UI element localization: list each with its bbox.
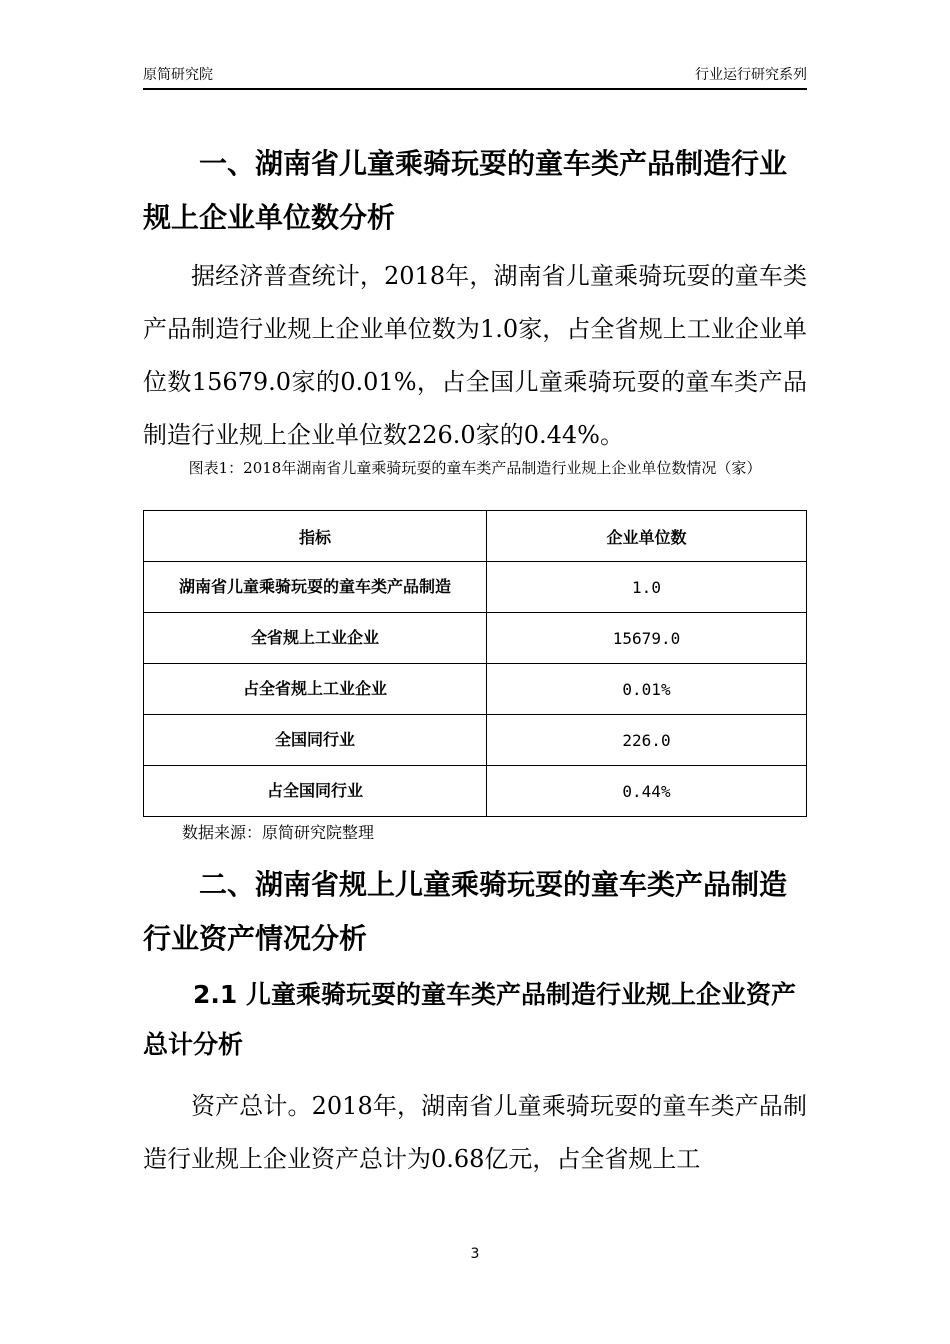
table1-caption: 图表1：2018年湖南省儿童乘骑玩耍的童车类产品制造行业规上企业单位数情况（家） [188,459,762,477]
table-header-indicator: 指标 [144,511,487,562]
header-divider [143,88,807,90]
enterprise-count-table [143,510,807,817]
table-row [144,613,807,664]
table-row-value: 0.01% [487,664,807,715]
table1-source-note: 数据来源：原简研究院整理 [182,823,375,842]
table-row-value: 15679.0 [487,613,807,664]
table-header-count: 企业单位数 [487,511,807,562]
table-row-label: 全国同行业 [144,715,487,766]
header-org-name: 原简研究院 [143,67,213,83]
table-row [144,664,807,715]
table-header-row [144,511,807,562]
table-row-label: 全省规上工业企业 [144,613,487,664]
table-row-value: 226.0 [487,715,807,766]
section1-heading: 一、湖南省儿童乘骑玩耍的童车类产品制造行业规上企业单位数分析 [143,147,788,234]
table-row-value: 0.44% [487,766,807,817]
table-row [144,562,807,613]
section2-paragraph: 资产总计。2018年，湖南省儿童乘骑玩耍的童车类产品制造行业规上企业资产总计为0.68亿元，占全省规上工 [143,1092,807,1173]
table-row [144,715,807,766]
section1-paragraph: 据经济普查统计，2018年，湖南省儿童乘骑玩耍的童车类产品制造行业规上企业单位数为1.0家，占全省规上工业企业单位数15679.0家的0.01%，占全国儿童乘骑玩耍的童车类产品制造行业规上企业单位数226.0家的0.44%。 [143,262,807,449]
table-row-label: 占全省规上工业企业 [144,664,487,715]
table-row-label: 湖南省儿童乘骑玩耍的童车类产品制造 [144,562,487,613]
table-row-value: 1.0 [487,562,807,613]
page-number: 3 [470,1246,480,1262]
table-row [144,766,807,817]
section2-heading: 二、湖南省规上儿童乘骑玩耍的童车类产品制造行业资产情况分析 [143,868,788,955]
section2-subheading: 2.1 儿童乘骑玩耍的童车类产品制造行业规上企业资产总计分析 [143,980,796,1059]
table-row-label: 占全国同行业 [144,766,487,817]
header-series-name: 行业运行研究系列 [695,67,807,83]
